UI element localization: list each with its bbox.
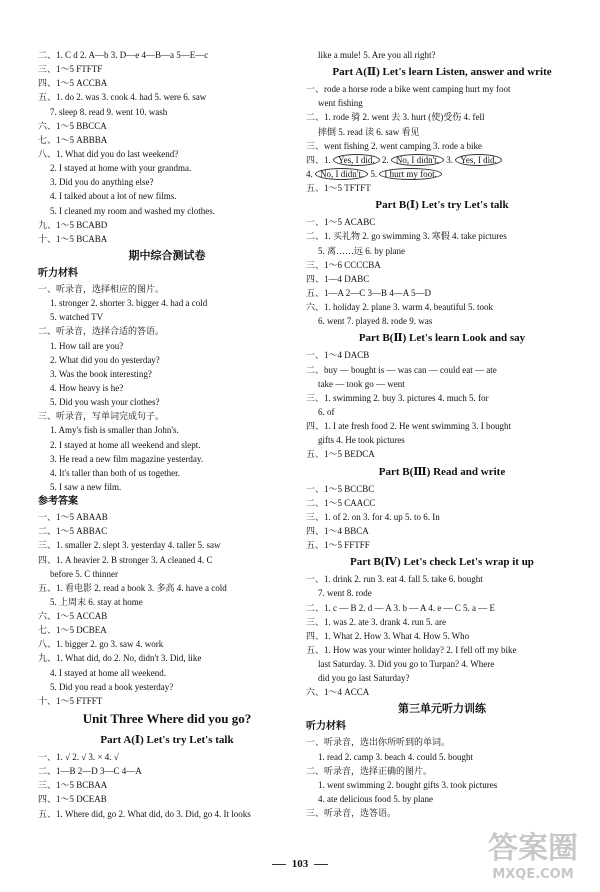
answer-line: 一、听录音，选出你所听到的单词。 [306, 737, 451, 748]
unit-title: Unit Three Where did you go? [82, 711, 252, 727]
answer-line: 九、1. What did, do 2. No, didn't 3. Did, like [38, 653, 202, 664]
answer-line: 六、1～5 BBCCA [38, 120, 107, 131]
answer-line: 九、1～5 BCABD [38, 219, 108, 230]
answer-line: 五、1. 看电影 2. read a book 3. 多高 4. have a cold [38, 582, 227, 593]
section-heading: Part B(Ⅰ) Let's try Let's talk [375, 199, 509, 212]
circled-answer: I hurt my foot. [379, 168, 442, 180]
subsection-label: 听力材料 [306, 721, 346, 733]
answer-line: 一、听录音，选择相应的图片。 [38, 283, 165, 294]
answer-line: 1. stronger 2. shorter 3. bigger 4. had a cold [50, 298, 208, 309]
subsection-label: 参考答案 [38, 496, 78, 508]
answer-line: 七、1～5 DCBEA [38, 625, 107, 636]
answer-line: 5. I cleaned my room and washed my clothes. [50, 205, 215, 216]
answer-line: 1. went swimming 2. bought gifts 3. took pictures [318, 779, 498, 790]
right-column [306, 48, 578, 820]
answer-line: 4. It's taller than both of us together. [50, 467, 180, 478]
answer-line: 二、1～5 CAACC [306, 497, 376, 508]
answer-line: 八、1. bigger 2. go 3. saw 4. work [38, 639, 164, 650]
answer-line: 三、1. smaller 2. slept 3. yesterday 4. taller 5. saw [38, 540, 221, 551]
answer-line: 四、1. A heavier 2. B stronger 3. A cleaned 4. C [38, 554, 213, 565]
page-number: 103 [0, 858, 600, 870]
answer-line: 4. I stayed at home all weekend. [50, 667, 166, 678]
answer-line: 二、听录音，选择正确的图片。 [306, 765, 433, 776]
answer-line: 7. went 8. rode [318, 588, 372, 599]
watermark-title: 答案圈 [488, 831, 578, 866]
answer-line: did you go last Saturday? [318, 673, 410, 684]
answer-line: 四、1. What 2. How 3. What 4. How 5. Who [306, 630, 470, 641]
answer-line: 六、1～4 ACCA [306, 687, 370, 698]
answer-line: 3. Was the book interesting? [50, 368, 152, 379]
section-heading: Part B(Ⅱ) Let's learn Look and say [358, 332, 526, 345]
subsection-label: 听力材料 [38, 267, 78, 279]
answer-line: 6. went 7. played 8. rode 9. was [318, 316, 433, 327]
item-number: 2. [381, 154, 389, 165]
answer-line: like a mule! 5. Are you all right? [318, 50, 436, 60]
section-heading: 期中综合测试卷 [128, 249, 206, 262]
answer-line: 十、1～5 FTFFT [38, 695, 103, 706]
answer-line: 七、1～5 ABBBA [38, 134, 108, 145]
answer-line: 四、1～4 BBCA [306, 525, 369, 536]
answer-line: 三、1～6 CCCCBA [306, 259, 381, 270]
answer-line: gifts 4. He took pictures [318, 435, 405, 446]
circled-answer: Yes, I did. [333, 154, 380, 166]
answer-line: 三、1～5 FTFTF [38, 64, 103, 75]
answer-line: before 5. C thinner [50, 568, 118, 579]
circled-answer: Yes, I did. [455, 154, 502, 166]
answer-line: 5. 上周末 6. stay at home [50, 596, 143, 607]
answer-line: 五、1. How was your winter holiday? 2. I fell off my bike [306, 644, 517, 655]
answer-line: 1. read 2. camp 3. beach 4. could 5. bought [318, 751, 473, 762]
answer-line: 一、1～5 ABAAB [38, 512, 108, 523]
answer-line: 二、1～5 ABBAC [38, 526, 108, 537]
section-heading: 第三单元听力训练 [398, 703, 486, 716]
answer-line: 三、went fishing 2. went camping 3. rode a bike [306, 140, 482, 151]
answer-line: 三、1～5 BCBAA [38, 780, 108, 791]
answer-line: 一、1. √ 2. √ 3. × 4. √ [38, 752, 119, 763]
answer-line: 三、听录音，选答语。 [306, 808, 397, 819]
answer-line: 五、1～5 TFTFT [306, 183, 371, 194]
section-heading: Part A(Ⅰ) Let's try Let's talk [100, 734, 234, 747]
answer-line: 3. Did you do anything else? [50, 177, 154, 188]
item-number: 4. [306, 168, 313, 179]
answer-line: 一、rode a horse rode a bike went camping hurt my foot [306, 84, 511, 95]
answer-line: 4. I talked about a lot of new films. [50, 191, 177, 202]
answer-line: 1. How tall are you? [50, 340, 124, 351]
section-heading: Part B(Ⅲ) Read and write [378, 465, 506, 478]
left-column [38, 48, 296, 821]
answer-line: 2. What did you do yesterday? [50, 354, 160, 365]
answer-line: 7. sleep 8. read 9. went 10. wash [50, 106, 168, 117]
circled-answer-line [306, 153, 578, 167]
answer-line: 五、1～5 BEDCA [306, 449, 375, 460]
answer-line: 二、buy — bought is — was can — could eat — ate [306, 364, 497, 375]
answer-line: 摔倒 5. read 读 6. saw 看见 [318, 126, 420, 137]
answer-line: 五、1. Where did, go 2. What did, do 3. Did, go 4. It looks [38, 808, 251, 819]
answer-line: 4. ate delicious food 5. by plane [318, 794, 433, 805]
answer-line: 三、1. swimming 2. buy 3. pictures 4. much 5. for [306, 392, 489, 403]
answer-line: 5. Did you read a book yesterday? [50, 681, 174, 692]
watermark-logo [478, 822, 588, 884]
answer-line: 5. 离……远 6. by plane [318, 245, 405, 256]
answer-line: 三、听录音，写单词完成句子。 [38, 411, 165, 422]
answer-line: 五、1～5 FFTFF [306, 540, 370, 551]
answer-line: 一、1～5 ACABC [306, 217, 376, 228]
answer-line: 二、1. rode 骑 2. went 去 3. hurt (使)受伤 4. fell [306, 112, 485, 123]
answer-line: 二、1. 买礼物 2. go swimming 3. 寒假 4. take pictures [306, 231, 507, 242]
circled-answer: No, I didn't. [315, 168, 368, 180]
answer-line: 5. Did you wash your clothes? [50, 397, 160, 408]
section-heading: Part B(Ⅳ) Let's check Let's wrap it up [350, 556, 534, 569]
circled-answer: No, I didn't. [391, 154, 444, 166]
answer-line: 4. How heavy is he? [50, 382, 124, 393]
watermark-url: MXQE.COM [492, 867, 574, 882]
circled-answer-line [306, 167, 578, 181]
answer-line: 二、听录音，选择合适的答语。 [38, 326, 165, 337]
answer-line: 6. of [318, 406, 335, 417]
answer-line: 三、1. of 2. on 3. for 4. up 5. to 6. In [306, 511, 440, 522]
answer-line: 四、1～5 ACCBA [38, 78, 108, 89]
answer-line: last Saturday. 3. Did you go to Turpan? 4. Where [318, 659, 495, 670]
answer-line: 四、1. I ate fresh food 2. He went swimming 3. I bought [306, 421, 511, 432]
answer-line: 二、1—B 2—D 3—C 4—A [38, 766, 142, 777]
answer-line: 八、1. What did you do last weekend? [38, 148, 179, 159]
answer-line: 四、1～5 DCEAB [38, 794, 107, 805]
answer-line: 5. watched TV [50, 312, 104, 323]
answer-line: 二、1. c — B 2. d — A 3. b — A 4. e — C 5. a — E [306, 602, 496, 613]
answer-line: 一、1. drink 2. run 3. eat 4. fall 5. take 6. bought [306, 574, 483, 585]
answer-line: 2. I stayed at home with your grandma. [50, 163, 192, 174]
answer-line: 十、1～5 BCABA [38, 233, 108, 244]
answer-line: 四、1—4 DABC [306, 273, 370, 284]
answer-line: 1. Amy's fish is smaller than John's. [50, 425, 179, 436]
answer-line: 2. I stayed at home all weekend and slept. [50, 439, 201, 450]
answer-line: take — took go — went [318, 378, 405, 389]
answer-line: 五、1. do 2. was 3. cook 4. had 5. were 6. saw [38, 92, 207, 103]
item-number: 3. [446, 154, 453, 165]
answer-line: 3. He read a new film magazine yesterday. [50, 453, 204, 464]
answer-line: 5. I saw a new film. [50, 481, 122, 492]
section-heading: Part A(Ⅱ) Let's learn Listen, answer and write [332, 66, 552, 79]
answer-line: 六、1. holiday 2. plane 3. warm 4. beautiful 5. took [306, 302, 493, 313]
item-number: 5. [370, 168, 378, 179]
answer-line: 六、1～5 ACCAB [38, 611, 108, 622]
answer-line: 一、1～4 DACB [306, 350, 370, 361]
item-number: 四、1. [306, 154, 331, 165]
answer-line: went fishing [318, 98, 363, 109]
answer-line: 五、1—A 2—C 3—B 4—A 5—D [306, 287, 432, 298]
answer-line: 二、1. C d 2. A—b 3. D—e 4—B—a 5—E—c [38, 50, 209, 60]
answer-line: 三、1. was 2. ate 3. drank 4. run 5. are [306, 616, 446, 627]
answer-line: 一、1～5 BCCBC [306, 483, 375, 494]
